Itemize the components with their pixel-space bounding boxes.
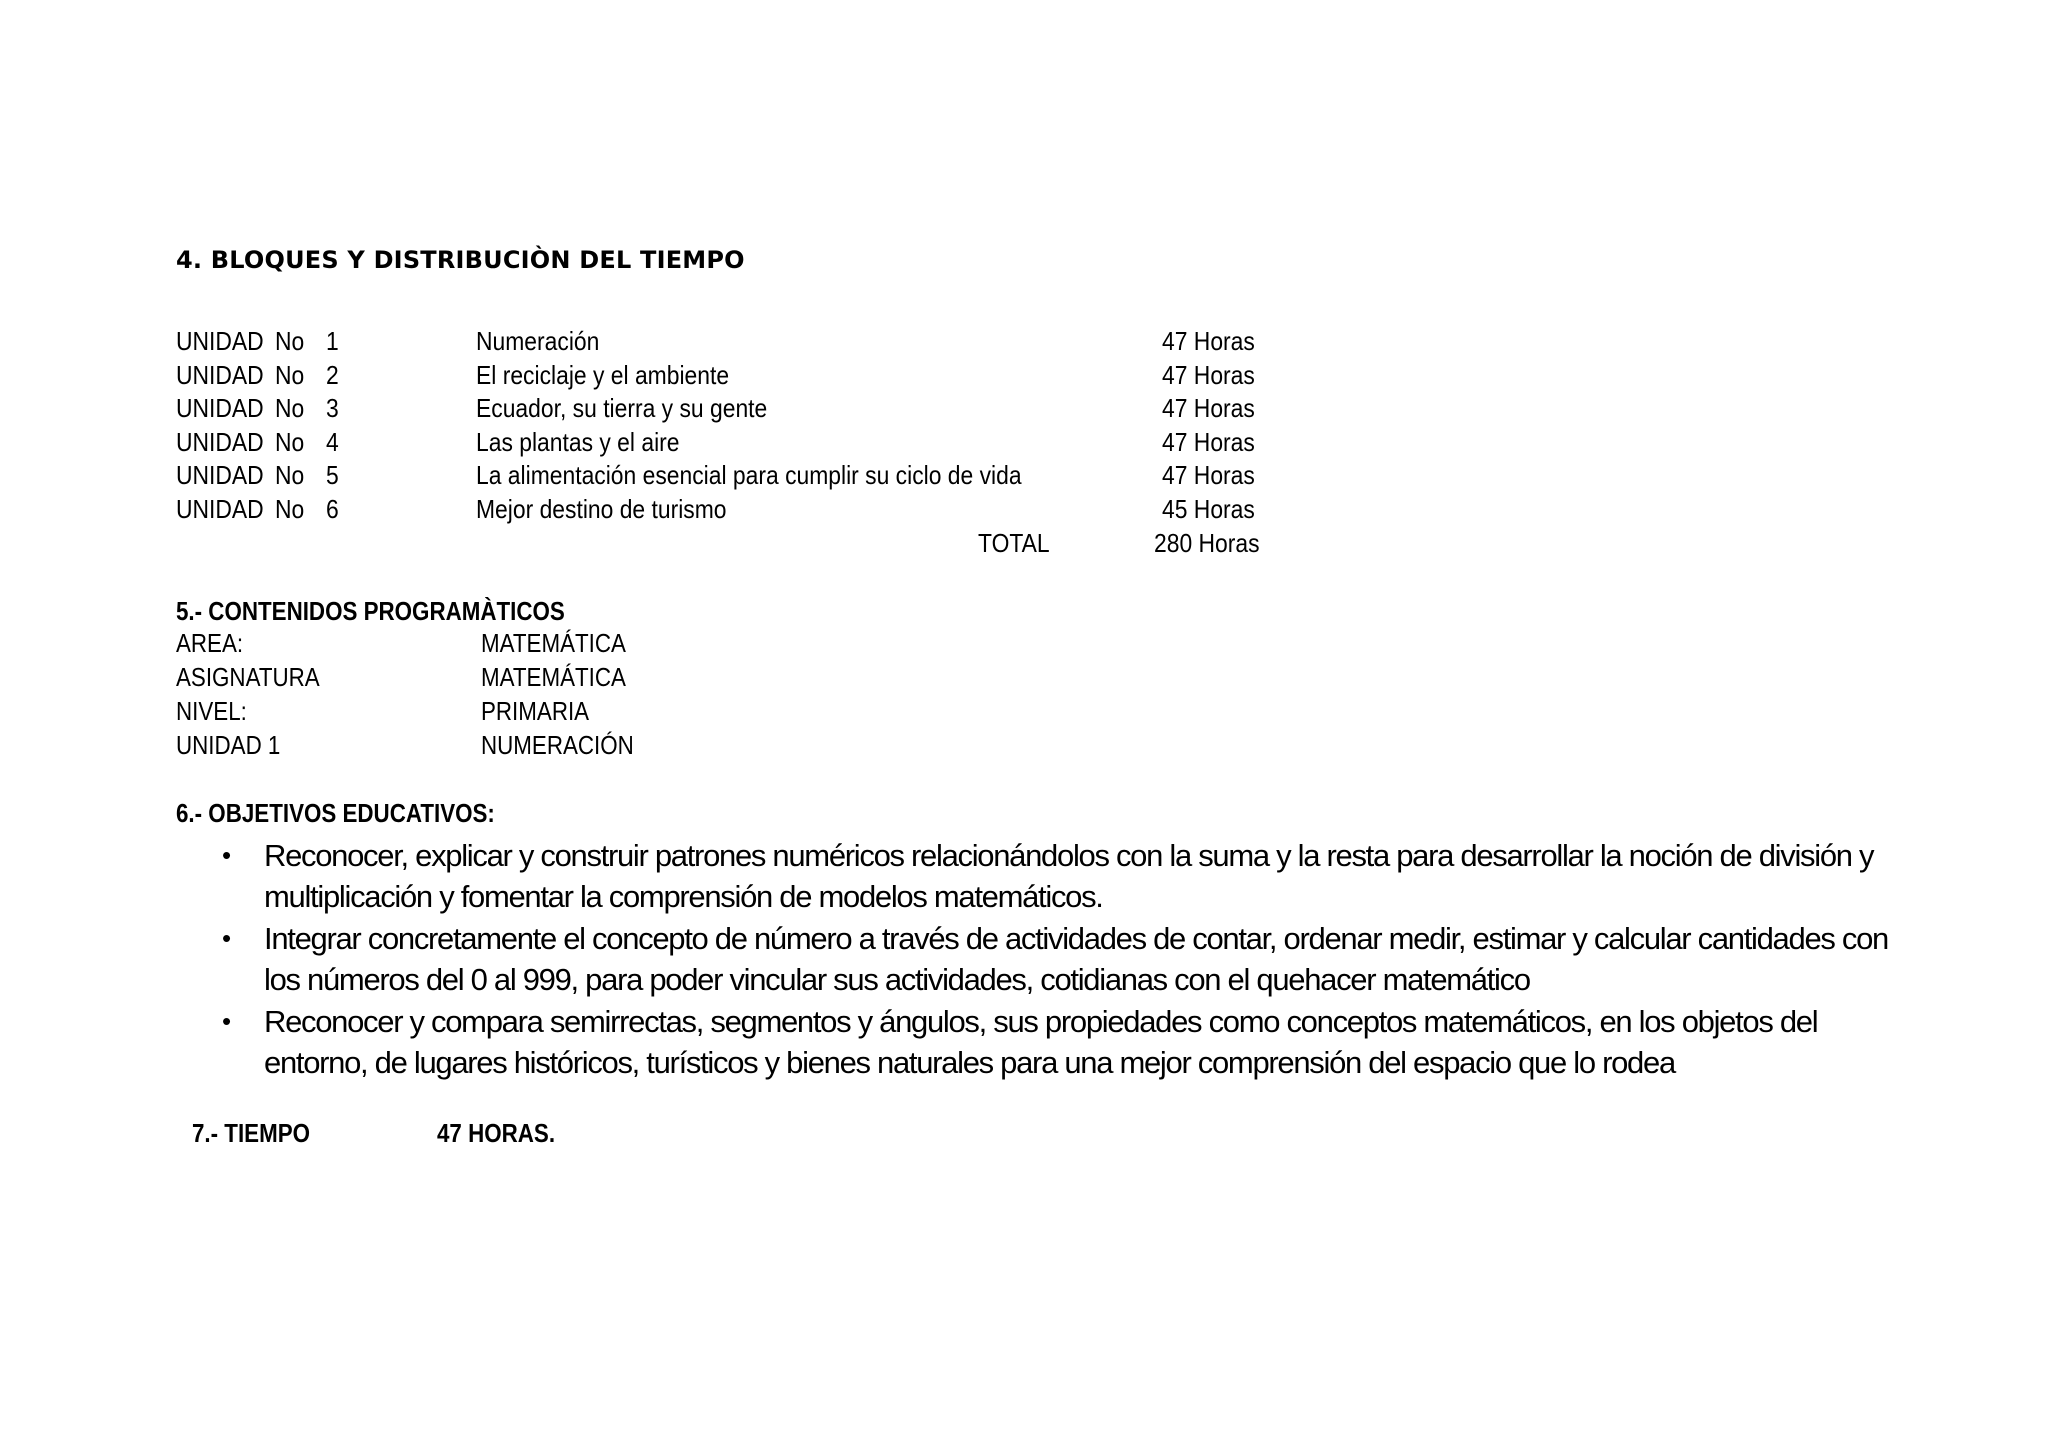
unit-name: Las plantas y el aire	[476, 426, 680, 457]
total-hours: 280 Horas	[1154, 528, 1260, 558]
unit-no: No	[275, 326, 305, 356]
info-value: NUMERACIÓN	[481, 730, 634, 760]
bullet-icon: •	[222, 840, 232, 870]
objective-text: Integrar concretamente el concepto de número a través de actividades de contar, ordenar medir, estimar y calcular cantidades con los números del 0 al 999, para poder vincular sus actividades, cotidianas con el quehacer matemático	[264, 921, 1888, 997]
unit-hours: 47 Horas	[1162, 460, 1255, 491]
info-value: PRIMARIA	[481, 696, 590, 726]
unit-number: 6	[326, 493, 339, 524]
info-label: UNIDAD 1	[176, 730, 281, 760]
unit-label: UNIDAD	[176, 393, 264, 424]
unit-hours: 45 Horas	[1162, 493, 1255, 524]
section-5-heading: 5.- CONTENIDOS PROGRAMÀTICOS	[176, 596, 565, 626]
total-row	[176, 528, 1296, 562]
list-item	[220, 918, 1900, 1000]
unit-hours: 47 Horas	[1162, 359, 1255, 390]
objective-text: Reconocer, explicar y construir patrones numéricos relacionándolos con la suma y la resta para desarrollar la noción de división y multiplicación y fomentar la comprensión de modelos matemáticos.	[264, 838, 1874, 914]
section-4-heading: 4. BLOQUES Y DISTRIBUCIÒN DEL TIEMPO	[176, 246, 745, 274]
unit-row	[176, 494, 1296, 528]
units-table	[176, 326, 1296, 528]
objective-text: Reconocer y compara semirrectas, segmentos y ángulos, sus propiedades como conceptos matemáticos, en los objetos del entorno, de lugares históricos, turísticos y bienes naturales para una mejor comprensión del espacio que lo rodea	[264, 1004, 1818, 1080]
list-item	[220, 835, 1900, 917]
section-6-heading: 6.- OBJETIVOS EDUCATIVOS:	[176, 798, 495, 828]
section-7-value: 47 HORAS.	[437, 1118, 556, 1148]
info-row	[176, 628, 876, 662]
unit-no: No	[275, 359, 305, 390]
unit-row	[176, 393, 1296, 427]
bullet-icon: •	[222, 1006, 232, 1036]
unit-number: 4	[326, 426, 339, 457]
unit-label: UNIDAD	[176, 326, 264, 356]
list-item	[220, 1001, 1900, 1083]
info-row	[176, 730, 876, 764]
info-value: MATEMÁTICA	[481, 662, 626, 692]
info-label: ASIGNATURA	[176, 662, 320, 692]
info-value: MATEMÁTICA	[481, 628, 626, 658]
unit-name: Ecuador, su tierra y su gente	[476, 393, 768, 424]
info-label: AREA:	[176, 628, 244, 658]
unit-hours: 47 Horas	[1162, 426, 1255, 457]
unit-name: La alimentación esencial para cumplir su ciclo de vida	[476, 460, 1022, 491]
info-row	[176, 662, 876, 696]
info-row	[176, 696, 876, 730]
total-label: TOTAL	[978, 528, 1050, 558]
unit-number: 1	[326, 326, 339, 356]
unit-hours: 47 Horas	[1162, 326, 1255, 356]
unit-row	[176, 326, 1296, 360]
unit-number: 5	[326, 460, 339, 491]
bullet-icon: •	[222, 923, 232, 953]
unit-row	[176, 427, 1296, 461]
unit-number: 2	[326, 359, 339, 390]
unit-row	[176, 460, 1296, 494]
section-7-heading: 7.- TIEMPO	[192, 1118, 311, 1148]
program-info	[176, 628, 876, 764]
unit-label: UNIDAD	[176, 493, 264, 524]
unit-label: UNIDAD	[176, 426, 264, 457]
unit-no: No	[275, 393, 305, 424]
unit-number: 3	[326, 393, 339, 424]
unit-name: Numeración	[476, 326, 600, 356]
unit-no: No	[275, 426, 305, 457]
unit-hours: 47 Horas	[1162, 393, 1255, 424]
unit-label: UNIDAD	[176, 460, 264, 491]
objectives-list	[220, 835, 1900, 1084]
unit-no: No	[275, 460, 305, 491]
unit-row	[176, 360, 1296, 394]
unit-name: El reciclaje y el ambiente	[476, 359, 730, 390]
info-label: NIVEL:	[176, 696, 247, 726]
unit-name: Mejor destino de turismo	[476, 493, 727, 524]
unit-label: UNIDAD	[176, 359, 264, 390]
unit-no: No	[275, 493, 305, 524]
